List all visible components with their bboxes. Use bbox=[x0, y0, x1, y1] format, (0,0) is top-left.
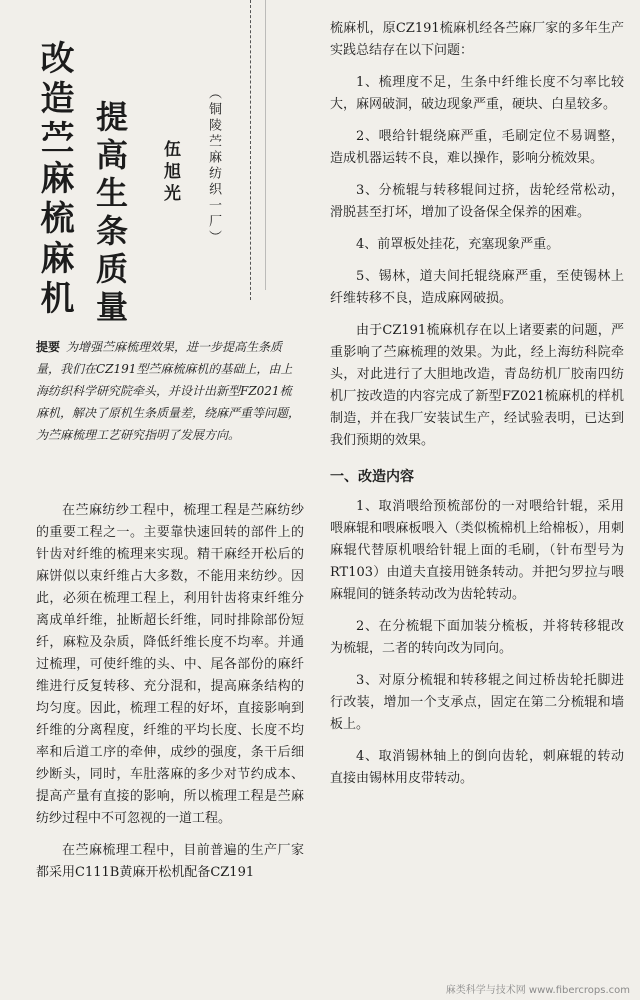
problem-item: 4、前罩板处挂花，充塞现象严重。 bbox=[356, 237, 560, 252]
modification-item: 2、在分梳辊下面加装分梳板，并将转移辊改为梳辊，二者的转向改为同向。 bbox=[330, 619, 624, 656]
problem-item: 3、分梳辊与转移辊间过挤，齿轮经常松动，滑脱甚至打坏，增加了设备保全保养的困难。 bbox=[330, 183, 624, 220]
modification-item: 4、取消锡林轴上的倒向齿轮，刺麻辊的转动直接由锡林用皮带转动。 bbox=[330, 749, 624, 786]
body-paragraph: 在苎麻梳理工程中，目前普遍的生产厂家都采用C111B黄麻开松机配备CZ191 bbox=[36, 843, 304, 880]
abstract bbox=[36, 336, 302, 446]
abstract-label: 提要 bbox=[36, 340, 61, 354]
section-heading: 一、改造内容 bbox=[330, 469, 414, 485]
problem-item: 1、梳理度不足，生条中纤维长度不匀率比较大，麻网破洞，破边现象严重，硬块、白星较多。 bbox=[330, 75, 624, 112]
left-column bbox=[36, 500, 304, 894]
modification-item: 1、取消喂给预梳部份的一对喂给针辊，采用喂麻辊和喂麻板喂入（类似梳棉机上给棉板），用刺麻辊代替原机喂给针辊上面的毛刷，（针布型号为RT103）由道夫直接用链条转动。并把匀罗拉与喂麻辊间的链条转动改为齿轮转动。 bbox=[330, 499, 624, 602]
problem-item: 2、喂给针辊绕麻严重，毛刷定位不易调整，造成机器运转不良，难以操作，影响分梳效果。 bbox=[330, 129, 624, 166]
article-title-line2: 提高生条质量 bbox=[91, 100, 129, 328]
body-paragraph: 梳麻机，原CZ191梳麻机经各苎麻厂家的多年生产实践总结存在以下问题： bbox=[330, 21, 624, 58]
author-affiliation: （铜陵苎麻纺织一厂） bbox=[206, 86, 221, 246]
modification-item: 3、对原分梳辊和转移辊之间过桥齿轮托脚进行改装，增加一个支承点，固定在第二分梳辊和墙板上。 bbox=[330, 673, 624, 732]
column-divider-shadow bbox=[265, 0, 266, 290]
problem-item: 5、锡林，道夫间托辊绕麻严重，至使锡林上纤维转移不良，造成麻网破损。 bbox=[330, 269, 624, 306]
right-column bbox=[330, 18, 624, 800]
column-divider bbox=[250, 0, 251, 300]
body-paragraph: 在苎麻纺纱工程中，梳理工程是苎麻纺纱的重要工程之一。主要靠快速回转的部件上的针齿对纤维的梳理来实现。精干麻经开松后的麻饼似以束纤维占大多数，不能用来纺纱。因此，必须在梳理工程上，利用针齿将束纤维分离成单纤维，扯断超长纤维，同时排除部份短纤，麻粒及杂质，降低纤维长度不均率。并通过梳理，可使纤维的头、中、尾各部份的麻纤维进行反复转移、充分混和，提高麻条结构的均匀度。因此，梳理工程的好坏，直接影响到纤维的分离程度，纤维的平均长度、长度不均率和后道工序的牵伸，成纱的强度，条干后细纱断头，同时，车肚落麻的多少对节约成本、提高产量有直接的影响，所以梳理工程是苎麻纺纱过程中不可忽视的一道工程。 bbox=[36, 503, 304, 826]
article-title-line1: 改造苎麻梳麻机 bbox=[34, 40, 74, 320]
abstract-text: 为增强苎麻梳理效果，进一步提高生条质量，我们在CZ191型苎麻梳麻机的基础上，由上海纺织科学研究院牵头，并设计出新型FZ021梳麻机，解决了原机生条质量差，绕麻严重等问题，为苎麻梳理工艺研究指明了发展方向。 bbox=[36, 340, 301, 442]
site-watermark: 麻类科学与技术网 www.fibercrops.com bbox=[445, 985, 630, 996]
author-name: 伍旭光 bbox=[160, 140, 180, 206]
body-paragraph: 由于CZ191梳麻机存在以上诸要素的问题，严重影响了苎麻梳理的效果。为此，经上海纺科院牵头，对此进行了大胆地改造，青岛纺机厂胶南四纺机厂按改造的内容完成了新型FZ021梳麻机的样机制造，并在我厂安装试生产，经试验表明，已达到我们预期的效果。 bbox=[330, 323, 624, 448]
